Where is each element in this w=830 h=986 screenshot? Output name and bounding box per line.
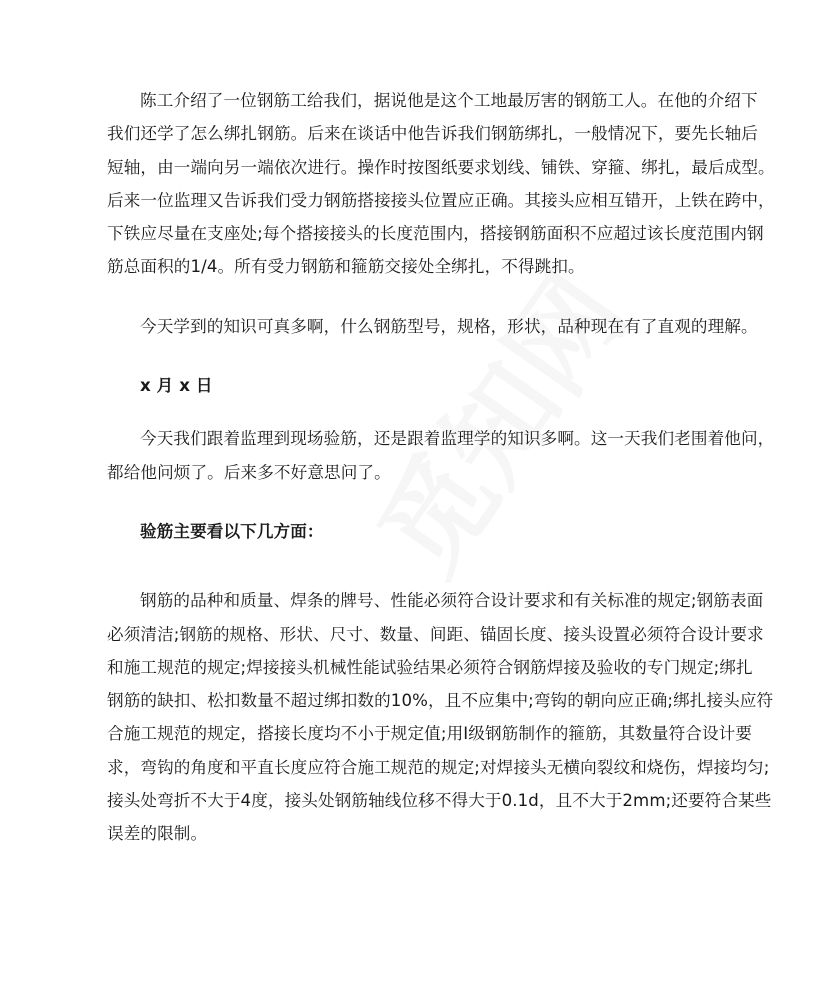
text-line: 求，弯钩的角度和平直长度应符合施工规范的规定;对焊接头无横向裂纹和烧伤，焊接均匀; <box>107 757 770 777</box>
paragraph-summary <box>107 310 758 343</box>
section-heading: 验筋主要看以下几方面： <box>140 521 324 541</box>
text-line: 我们还学了怎么绑扎钢筋。后来在谈话中他告诉我们钢筋绑扎，一般情况下，要先长轴后 <box>107 124 759 144</box>
text-line: 和施工规范的规定;焊接接头机械性能试验结果必须符合钢筋焊接及验收的专门规定;绑扎 <box>107 657 753 677</box>
text-line: 今天学到的知识可真多啊，什么钢筋型号，规格，形状，品种现在有了直观的理解。 <box>140 316 758 336</box>
text-line: 下铁应尽量在支座处;每个搭接接头的长度范围内，搭接钢筋面积不应超过该长度范围内钢 <box>107 224 764 244</box>
text-line: 都给他问烦了。后来多不好意思问了。 <box>107 462 391 482</box>
date-heading: x 月 x 日 <box>140 376 213 396</box>
text-line: 后来一位监理又告诉我们受力钢筋搭接接头位置应正确。其接头应相互错开，上铁在跨中， <box>107 190 775 210</box>
paragraph-rebar-binding <box>107 84 775 284</box>
text-line: 合施工规范的规定，搭接长度均不小于规定值;用Ⅰ级钢筋制作的箍筋，其数量符合设计要 <box>107 724 753 744</box>
text-line: 钢筋的品种和质量、焊条的牌号、性能必须符合设计要求和有关标准的规定;钢筋表面 <box>140 591 764 611</box>
text-line: 短轴，由一端向另一端依次进行。操作时按图纸要求划线、铺铁、穿箍、绑扎，最后成型。 <box>107 157 775 177</box>
document-page <box>107 84 775 851</box>
text-line: 必须清洁;钢筋的规格、形状、尺寸、数量、间距、锚固长度、接头设置必须符合设计要求 <box>107 624 764 644</box>
text-line: 钢筋的缺扣、松扣数量不超过绑扣数的10%，且不应集中;弯钩的朝向应正确;绑扎接头应符 <box>107 691 774 711</box>
text-line: 陈工介绍了一位钢筋工给我们，据说他是这个工地最厉害的钢筋工人。在他的介绍下 <box>140 91 758 110</box>
text-line: 筋总面积的1/4。所有受力钢筋和箍筋交接处全绑扎，不得跳扣。 <box>107 257 585 277</box>
paragraph-inspection <box>107 422 775 489</box>
paragraph-inspection-items <box>107 584 774 850</box>
text-line: 接头处弯折不大于4度，接头处钢筋轴线位移不得大于0.1d，且不大于2mm;还要符合某些 <box>107 791 772 811</box>
text-line: 今天我们跟着监理到现场验筋，还是跟着监理学的知识多啊。这一天我们老围着他问， <box>140 429 775 449</box>
text-line: 误差的限制。 <box>107 824 208 844</box>
